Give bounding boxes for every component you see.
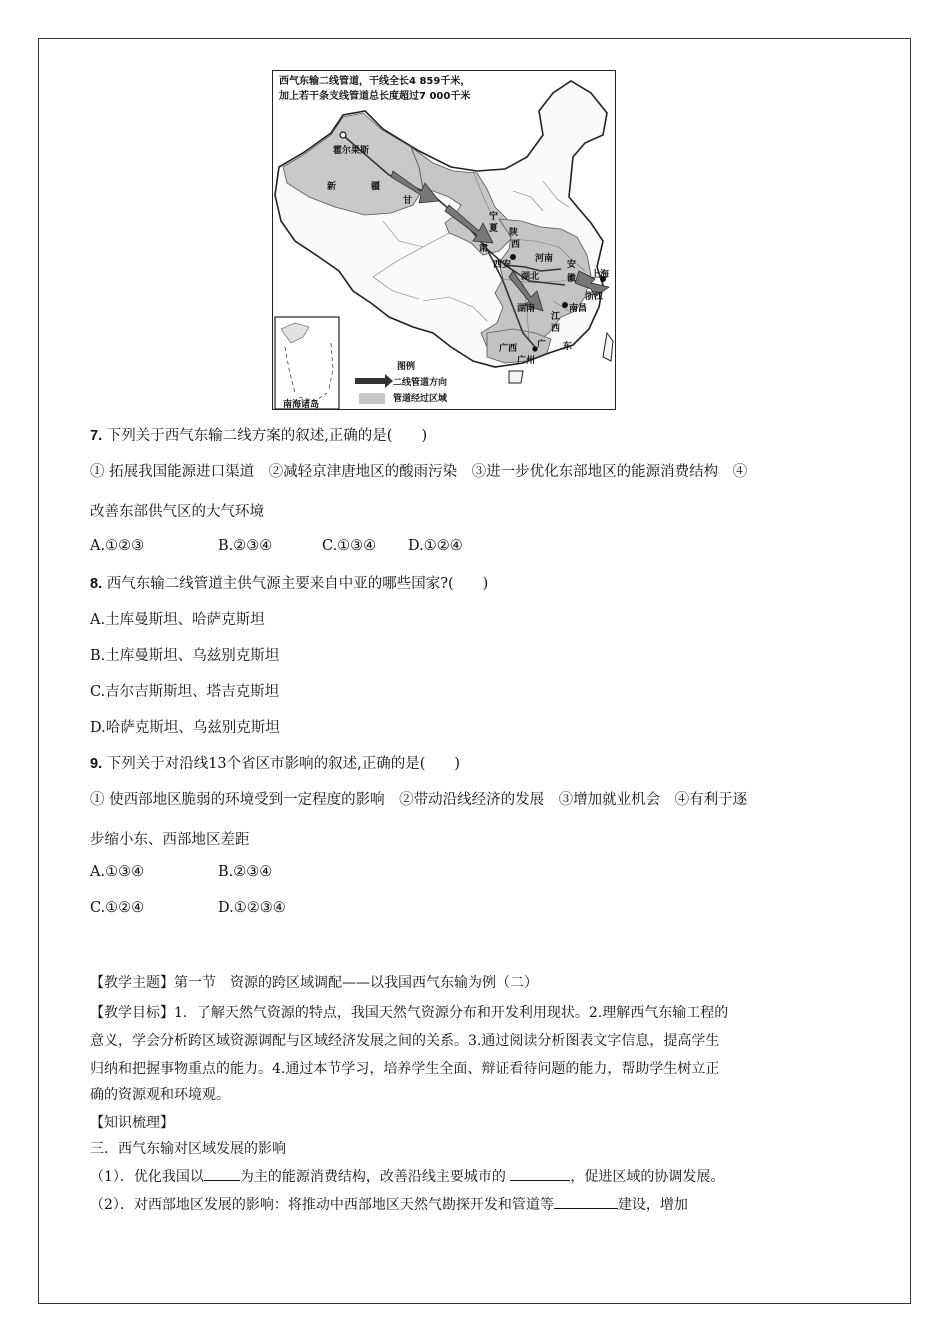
item-2-part-a: （2）．对西部地区发展的影响：将推动中西部地区天然气勘探开发和管道等: [90, 1197, 554, 1213]
map-title-line2: 加上若干条支线管道总长度超过7 000千米: [279, 91, 471, 102]
q7-option-d[interactable]: D.①②④: [408, 538, 463, 554]
q7-option-a[interactable]: A.①②③: [90, 538, 145, 554]
q8-stem: [90, 572, 488, 593]
map-graphic: [273, 71, 616, 410]
label-jiang: 疆: [371, 182, 381, 192]
item-1-part-c: ，促进区域的协调发展。: [570, 1169, 725, 1185]
blank-construction[interactable]: [554, 1194, 618, 1209]
label-zhejiang: 浙江: [585, 292, 604, 302]
label-nanchang: 南昌: [569, 304, 588, 314]
q7-option-b[interactable]: B.②③④: [218, 538, 273, 554]
q8-option-d[interactable]: D.哈萨克斯坦、乌兹别克斯坦: [90, 720, 280, 736]
legend-title: 图例: [397, 362, 416, 372]
label-ning: 宁: [489, 212, 499, 222]
nanchang-dot: [562, 302, 568, 308]
blank-city-issue[interactable]: [510, 1166, 570, 1181]
item-2: [90, 1194, 688, 1214]
q8-stem-text: 西气东输二线管道主供气源主要来自中亚的哪些国家?( ): [102, 576, 489, 592]
knowledge-review-heading: 【知识梳理】: [90, 1115, 174, 1131]
hainan-island: [509, 371, 523, 383]
map-title: [279, 74, 470, 104]
legend-area-label: 管道经过区域: [393, 394, 448, 404]
label-guangzhou: 广州: [517, 356, 536, 366]
item-1-part-b: 为主的能源消费结构，改善沿线主要城市的: [239, 1169, 511, 1185]
label-henan: 河南: [535, 254, 554, 264]
q7-option-c[interactable]: C.①③④: [322, 538, 377, 554]
q7-stem: [90, 424, 427, 445]
teaching-goals-2: 意义，学会分析跨区域资源调配与区域经济发展之间的关系。3.通过阅读分析图表文字信息，提高学生: [90, 1033, 720, 1049]
label-dong: 东: [563, 342, 573, 352]
label-an: 安: [567, 260, 577, 270]
q9-stem-text: 下列关于对沿线13个省区市影响的叙述,正确的是( ): [102, 756, 461, 772]
q7-statements-1: ① 拓展我国能源进口渠道 ②减轻京津唐地区的酸雨污染 ③进一步优化东部地区的能源消费结构 ④: [90, 464, 748, 480]
q8-option-b[interactable]: B.土库曼斯坦、乌兹别克斯坦: [90, 648, 280, 664]
huoerguosi-dot: [340, 132, 346, 138]
label-hubei: 湖北: [521, 272, 540, 282]
map-title-line1: 西气东输二线管道，干线全长4 859千米，: [279, 76, 471, 87]
q7-stem-text: 下列关于西气东输二线方案的叙述,正确的是( ): [102, 428, 428, 444]
label-nanhai: 南海诸岛: [283, 400, 320, 410]
teaching-goals-3: 归纳和把握事物重点的能力。4.通过本节学习，培养学生全面、辩证看待问题的能力，帮助学生树立正: [90, 1061, 720, 1077]
pipeline-map: [272, 70, 616, 410]
item-2-part-b: 建设，增加: [617, 1197, 688, 1213]
teaching-goals-1: 【教学目标】1．了解天然气资源的特点，我国天然气资源分布和开发利用现状。2.理解西气东输工程的: [90, 1005, 729, 1021]
q9-options-row2: [90, 900, 286, 916]
legend-arrow-label: 二线管道方向: [393, 378, 448, 388]
q8-option-a[interactable]: A.土库曼斯坦、哈萨克斯坦: [90, 612, 265, 628]
label-shanghai: 上海: [591, 270, 610, 280]
q9-option-d[interactable]: D.①②③④: [218, 900, 286, 916]
label-xi-prov: 西: [511, 240, 521, 250]
q9-option-b[interactable]: B.②③④: [218, 864, 273, 880]
q8-number: 8.: [90, 576, 103, 592]
label-xi2: 西: [551, 324, 561, 334]
teaching-goals-4: 确的资源观和环境观。: [90, 1087, 230, 1103]
label-guangxi: 广西: [499, 344, 518, 354]
q9-option-a[interactable]: A.①③④: [90, 864, 145, 880]
teaching-topic: 【教学主题】第一节 资源的跨区域调配——以我国西气东输为例（二）: [90, 975, 538, 991]
label-su: 肃: [479, 244, 489, 254]
label-guang: 广: [537, 340, 547, 350]
q9-number: 9.: [90, 756, 103, 772]
q9-option-c[interactable]: C.①②④: [90, 900, 145, 916]
q9-statements-1: ① 使西部地区脆弱的环境受到一定程度的影响 ②带动沿线经济的发展 ③增加就业机会 ④有利于逐: [90, 792, 748, 808]
q8-option-c[interactable]: C.吉尔吉斯斯坦、塔吉克斯坦: [90, 684, 280, 700]
taiwan-island: [603, 333, 613, 361]
item-1-part-a: （1）．优化我国以: [90, 1169, 204, 1185]
label-jiang2: 江: [551, 312, 561, 322]
label-hui: 徽: [567, 274, 577, 284]
label-gan: 甘: [403, 196, 413, 206]
label-xia: 夏: [489, 224, 499, 234]
item-1: [90, 1166, 724, 1186]
q9-stem: [90, 752, 460, 773]
map-legend: [355, 374, 393, 404]
section-heading-3: 三．西气东输对区域发展的影响: [90, 1141, 286, 1157]
q9-statements-2: 步缩小东、西部地区差距: [90, 832, 250, 848]
label-xian: 西安: [493, 260, 512, 270]
q7-options: [90, 538, 463, 554]
q7-statements-2: 改善东部供气区的大气环境: [90, 504, 264, 520]
label-xin: 新: [327, 182, 337, 192]
label-huoerguosi: 霍尔果斯: [333, 146, 370, 156]
q7-number: 7.: [90, 428, 103, 444]
blank-energy-type[interactable]: [204, 1166, 240, 1181]
q9-options-row1: [90, 864, 272, 880]
label-shaan: 陕: [509, 228, 519, 238]
label-hunan: 湖南: [517, 304, 536, 314]
